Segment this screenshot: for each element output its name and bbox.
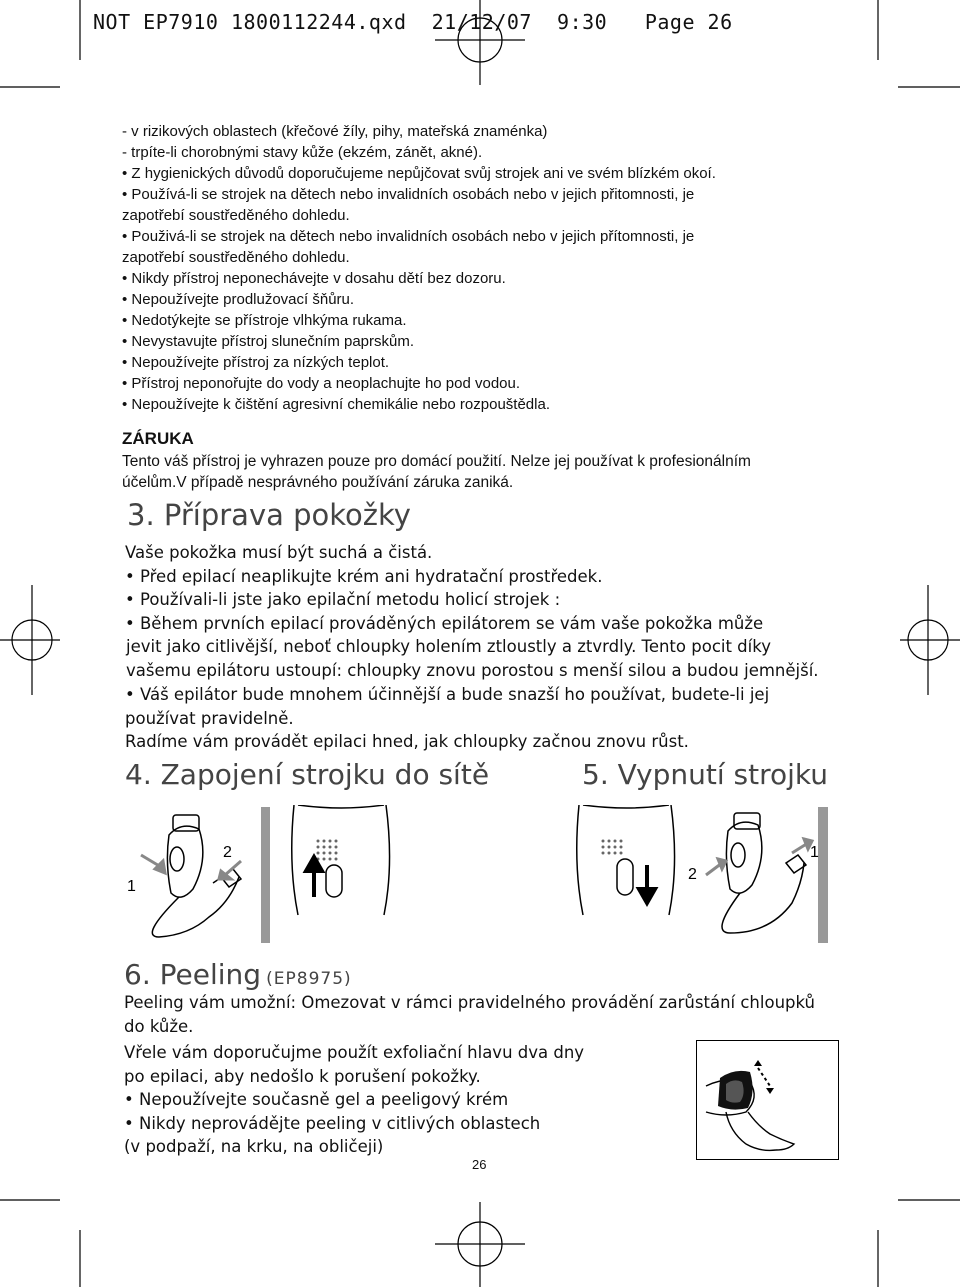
registration-mark-right (900, 585, 960, 695)
registration-mark-left (0, 585, 60, 695)
figure-label: 1 (127, 878, 136, 895)
figure-label: 2 (688, 866, 697, 883)
warning-line: zapotřebí soustředěného dohledu. (122, 207, 350, 224)
warnings-list (122, 121, 882, 415)
warning-line: - v rizikových oblastech (křečové žíly, pihy, mateřská znaménka) (122, 123, 548, 140)
section-6-model: (EP8975) (266, 969, 352, 989)
section-6-heading (124, 958, 352, 991)
slug-file: NOT EP7910 1800112244.qxd (93, 10, 407, 34)
warning-line: zapotřebí soustředěného dohledu. (122, 249, 350, 266)
section-6-line: Peeling vám umožní: Omezovat v rámci pravidelného provádění zarůstání chloupků (124, 993, 816, 1012)
section-6-line: po epilaci, aby nedošlo k porušení pokožky. (124, 1066, 481, 1086)
section-3-line: Vaše pokožka musí být suchá a čistá. (125, 543, 433, 562)
warranty-heading: ZÁRUKA (122, 429, 194, 448)
switch-off-illustration (573, 805, 693, 920)
warning-line: • Nevystavujte přístroj slunečním paprskům. (122, 333, 415, 350)
warning-line: • Z hygienických důvodů doporučujeme nepůjčovat svůj strojek ani ve svém blízkém okoí. (122, 165, 716, 182)
slug-page: Page 26 (644, 10, 733, 34)
section-3-title: 3. Příprava pokožky (127, 498, 411, 532)
registration-mark-bottom (430, 1197, 530, 1287)
section-3-line: jevit jako citlivější, neboť chloupky holením ztloustly a ztvrdly. Tento pocit díky (126, 637, 771, 656)
section-6-line: (v podpaží, na krku, na obličeji) (124, 1137, 384, 1156)
unplug-illustration (682, 805, 832, 945)
section-6-title: 6. Peeling (124, 958, 262, 991)
warning-line: • Přístroj neponořujte do vody a neoplachujte ho pod vodou. (122, 375, 521, 392)
figure-label: 1 (810, 844, 819, 861)
print-slug (93, 10, 733, 34)
section-6-line: Vřele vám doporučujme použít exfoliační hlavu dva dny (124, 1043, 585, 1062)
warning-line: • Nepoužívejte k čištění agresivní chemikálie nebo rozpouštědla. (122, 396, 550, 413)
section-3-line: • Před epilací neaplikujte krém ani hydratační prostředek. (125, 566, 603, 586)
warning-line: • Používá-li se strojek na dětech nebo invalidních osobách nebo v jejich přitomnosti, je (122, 186, 695, 203)
warning-line: - trpíte-li chorobnými stavy kůže (ekzém, zánět, akné). (122, 144, 483, 161)
warning-line: • Nikdy přístroj neponechávejte v dosahu dětí bez dozoru. (122, 270, 506, 287)
warranty-text (122, 451, 882, 493)
warranty-line: účelům.V případě nesprávného používání záruka zaniká. (122, 474, 514, 491)
plug-in-illustration (121, 805, 271, 945)
switch-on-illustration (282, 805, 402, 920)
section-6-line: do kůže. (124, 1016, 194, 1036)
section-4-title: 4. Zapojení strojku do sítě (125, 758, 490, 791)
figure-label: 2 (223, 844, 232, 861)
section-5-title: 5. Vypnutí strojku (582, 758, 828, 791)
warning-line: • Nedotýkejte se přístroje vlhkýma rukama. (122, 312, 407, 329)
section-3-line: vašemu epilátoru ustoupí: chloupky znovu porostou s menší silou a budou jemnější. (126, 660, 819, 680)
section-6-line: • Nepoužívejte současně gel a peeligový krém (124, 1090, 509, 1109)
warranty-line: Tento váš přístroj je vyhrazen pouze pro domácí použití. Nelze jej používat k profesionálním (122, 453, 751, 470)
section-3-line: • Váš epilátor bude mnohem účinnější a bude snazší ho používat, budete-li jej (125, 685, 770, 704)
section-3-body (125, 541, 865, 754)
warning-line: • Použivá-li se strojek na dětech nebo invalidních osobách nebo v jejich přítomnosti, je (122, 228, 695, 245)
slug-date: 21/12/07 (431, 10, 532, 34)
warning-line: • Nepoužívejte přístroj za nízkých teplot. (122, 354, 390, 371)
section-3-line: • Během prvních epilací prováděných epilátorem se vám vaše pokožka může (125, 613, 764, 633)
section-3-line: používat pravidelně. (125, 708, 294, 728)
warning-line: • Nepoužívejte prodlužovací šňůru. (122, 291, 355, 308)
peeling-illustration (696, 1040, 839, 1160)
section-3-line: • Používali-li jste jako epilační metodu holicí strojek : (125, 590, 561, 609)
slug-time: 9:30 (557, 10, 608, 34)
section-6-line: • Nikdy neprovádějte peeling v citlivých oblastech (124, 1113, 541, 1133)
page-number: 26 (472, 1157, 487, 1172)
section-3-line: Radíme vám provádět epilaci hned, jak chloupky začnou znovu růst. (125, 732, 689, 751)
